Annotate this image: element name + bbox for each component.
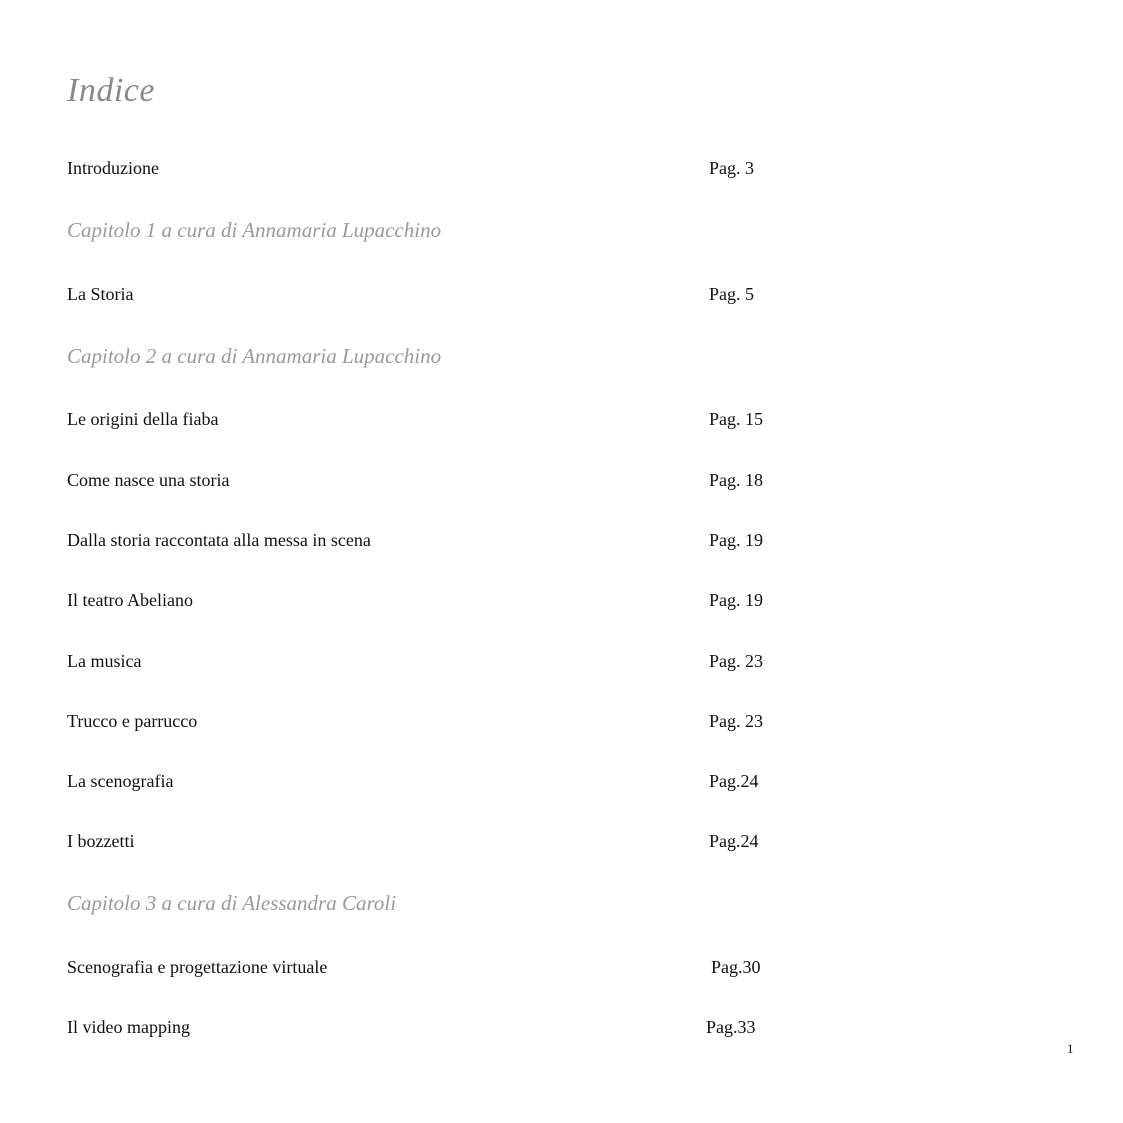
toc-page-ref: Pag.30 [711,957,761,977]
toc-entry-musica: La musica [67,651,142,671]
toc-entry-progettazione-virtuale: Scenografia e progettazione virtuale [67,957,328,977]
toc-entry-scenografia: La scenografia [67,771,174,791]
chapter-heading-2: Capitolo 2 a cura di Annamaria Lupacchino [67,344,442,368]
toc-page-ref: Pag. 19 [709,590,763,610]
toc-page-ref: Pag. 19 [709,530,763,550]
toc-entry-introduzione: Introduzione [67,158,159,178]
page-title: Indice [67,72,155,109]
toc-entry-bozzetti: I bozzetti [67,831,135,851]
toc-entry-video-mapping: Il video mapping [67,1017,190,1037]
toc-page-ref: Pag. 5 [709,284,754,304]
toc-page-ref: Pag.33 [706,1017,756,1037]
toc-page-ref: Pag.24 [709,771,759,791]
chapter-heading-3: Capitolo 3 a cura di Alessandra Caroli [67,891,397,915]
toc-page-ref: Pag. 15 [709,409,763,429]
toc-entry-teatro-abeliano: Il teatro Abeliano [67,590,193,610]
toc-entry-trucco: Trucco e parrucco [67,711,198,731]
toc-entry-messa-in-scena: Dalla storia raccontata alla messa in scena [67,530,371,550]
toc-page-ref: Pag. 18 [709,470,763,490]
toc-entry-origini-fiaba: Le origini della fiaba [67,409,219,429]
page-number: 1 [1067,1041,1074,1056]
toc-entry-come-nasce: Come nasce una storia [67,470,230,490]
toc-page-ref: Pag.24 [709,831,759,851]
toc-page-ref: Pag. 23 [709,651,763,671]
chapter-heading-1: Capitolo 1 a cura di Annamaria Lupacchino [67,218,442,242]
toc-page-ref: Pag. 23 [709,711,763,731]
toc-page-ref: Pag. 3 [709,158,754,178]
toc-entry-la-storia: La Storia [67,284,134,304]
